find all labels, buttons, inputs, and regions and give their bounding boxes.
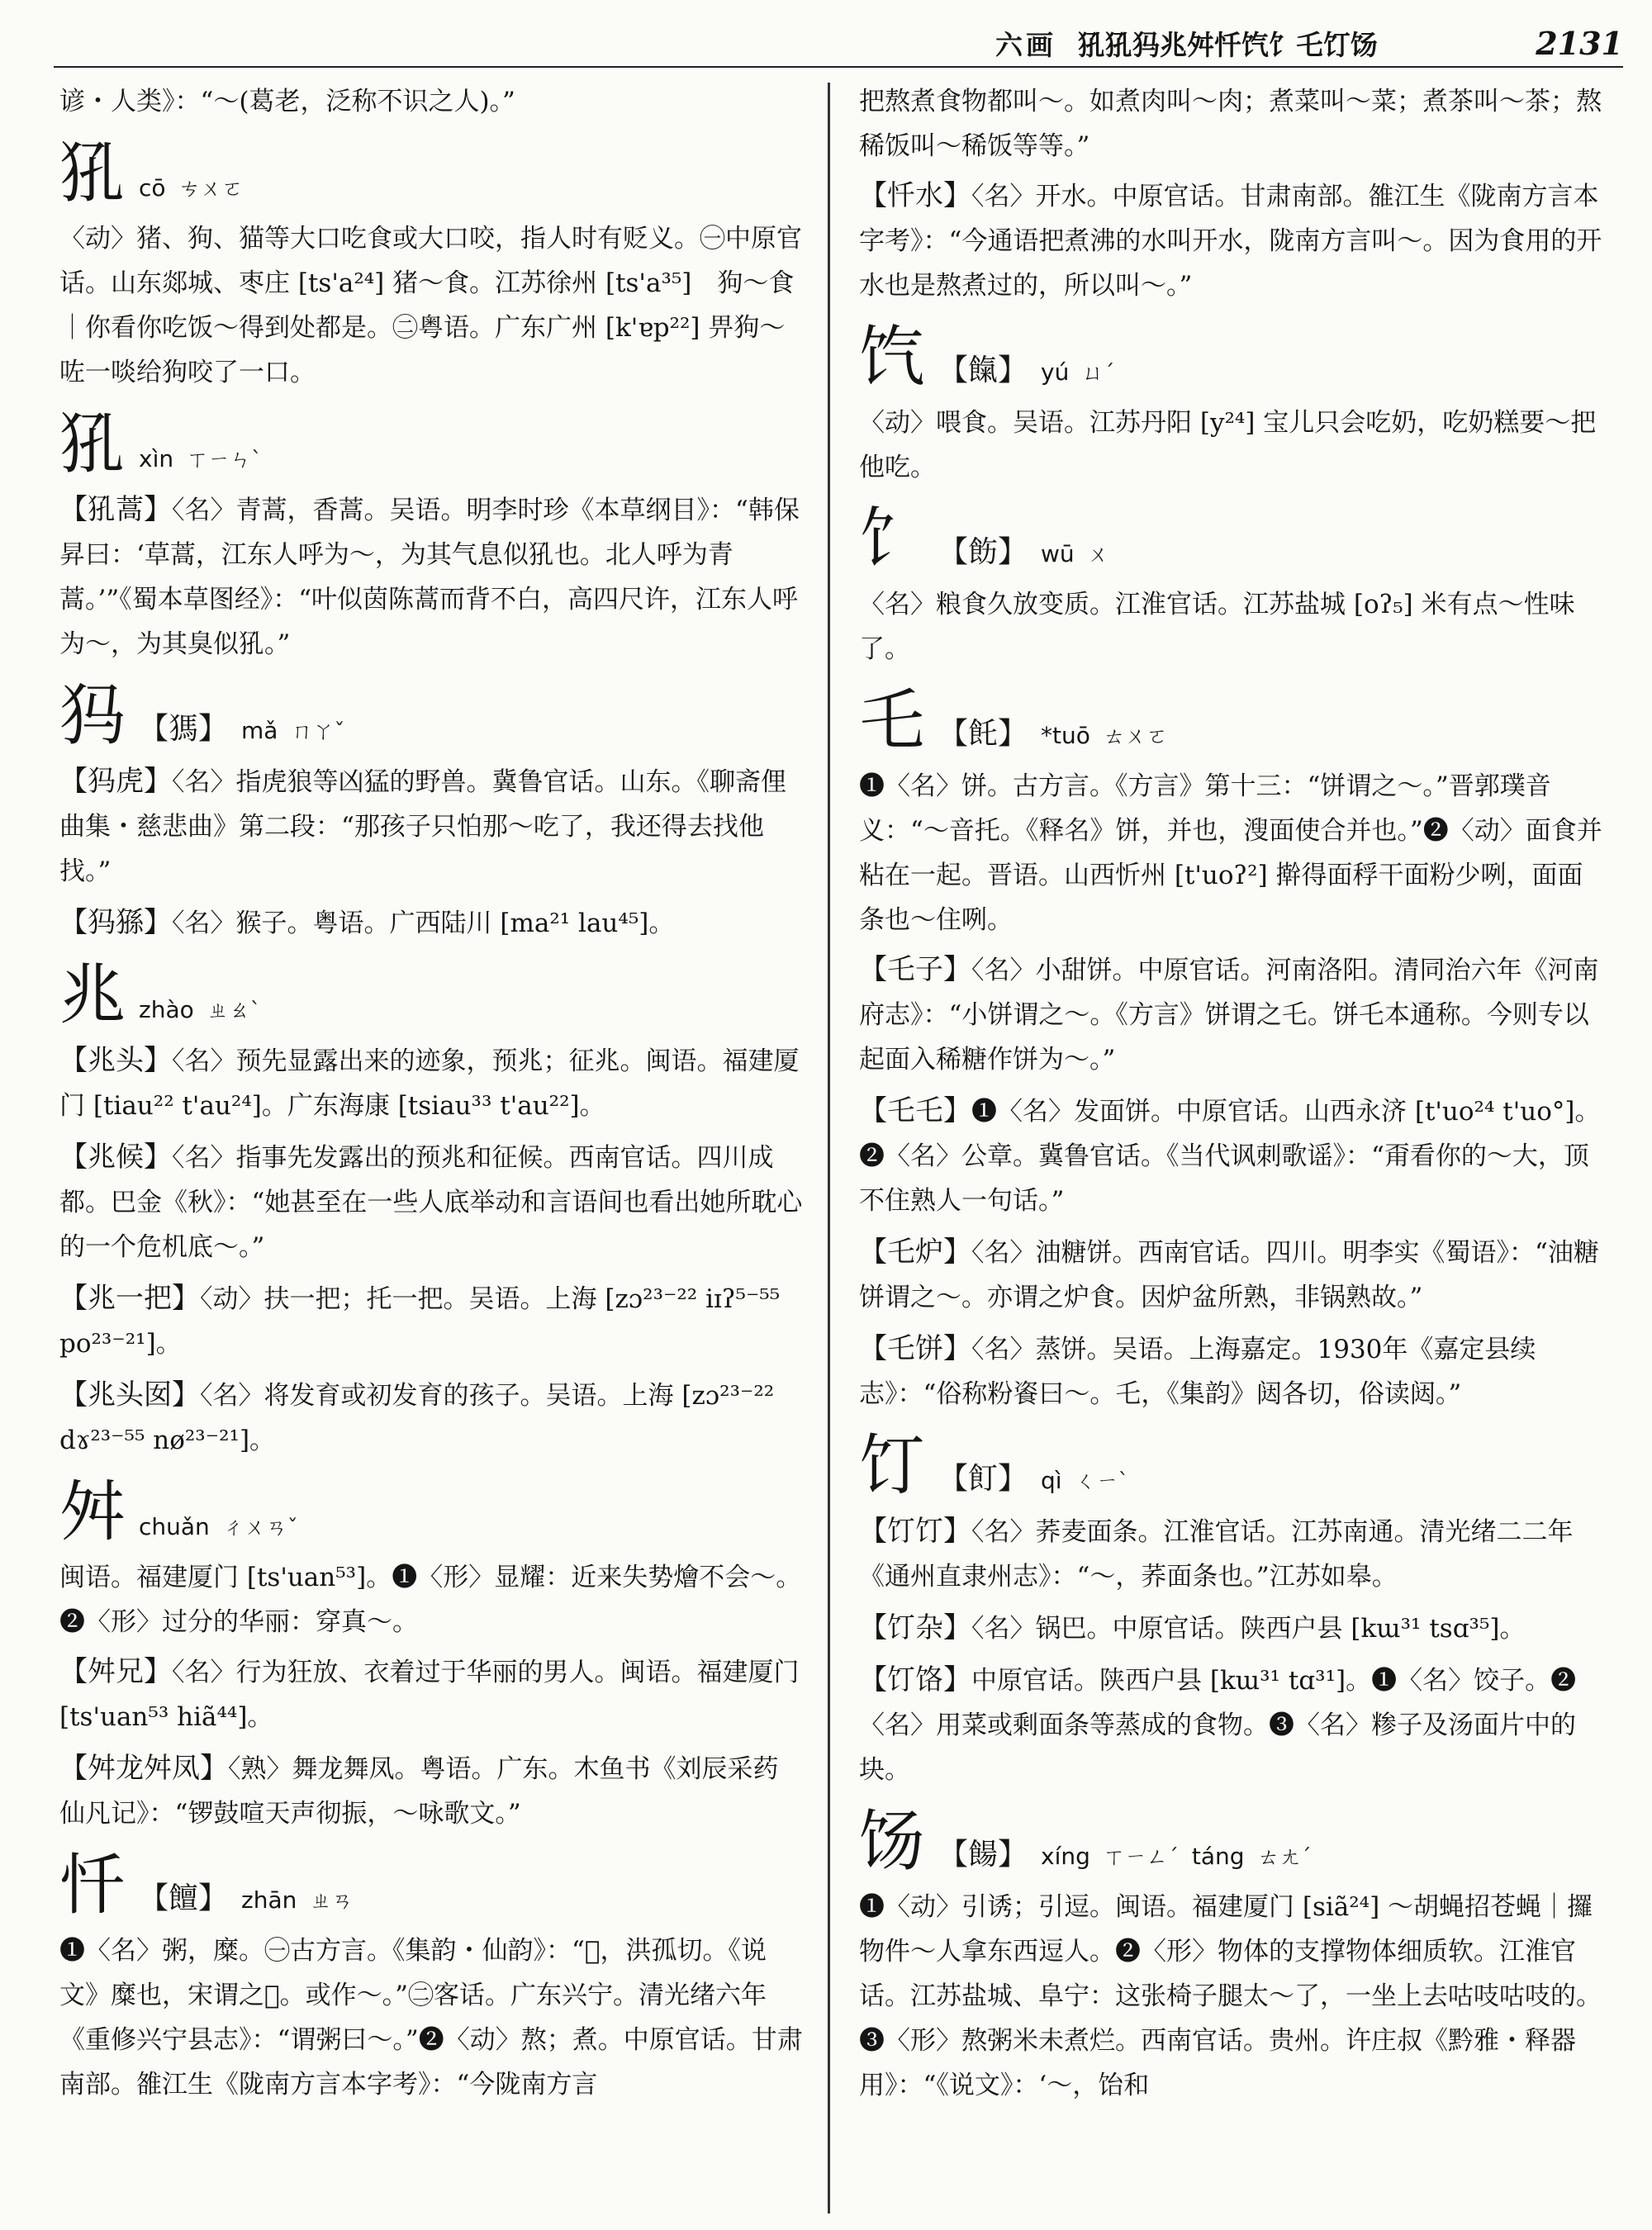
sub-entry (859, 1230, 1602, 1320)
definition: ❶〈动〉引诱；引逗。闽语。福建厦门 [siã²⁴] ～胡蝇招苍蝇｜攞物件～人拿东西逗人。❷〈形〉物体的支撑物体细质软。江淮官话。江苏盐城、阜宁：这张椅子腿太～了，一坐上去咕吱咕吱的。❸〈形〉熬粥米未煮烂。西南官话。贵州。许庄叔《黔雅・释器用》：“《说文》：‘～，饴和 (859, 1892, 1602, 2100)
sub-term: 【兆一把】 (59, 1282, 200, 1315)
sub-entry (859, 1326, 1602, 1416)
left-column (59, 79, 803, 2115)
headword: 饧 (859, 1803, 925, 1880)
sub-entry (859, 1658, 1602, 1792)
zhuyin: ㄒㄧㄥˊ (1103, 1845, 1179, 1870)
entry (859, 1804, 1602, 2108)
running-header (995, 18, 1623, 68)
traditional-form: 【獁】 (139, 712, 229, 746)
zhuyin: ㄒㄧㄣˋ (187, 448, 263, 472)
sub-term: 【犸猻】 (59, 906, 172, 939)
definition: 〈名〉粮食久放变质。江淮官话。江苏盐城 [oʔ₅] 米有点～性味了。 (859, 590, 1575, 664)
entry (59, 678, 803, 946)
zhuyin: ㄊㄨㄛ (1103, 724, 1168, 749)
zhuyin: ㄇㄚˇ (291, 719, 345, 744)
pinyin: zhān (241, 1886, 297, 1914)
definition: ❶〈名〉饼。古方言。《方言》第十三：“饼谓之～。”晋郭璞音义：“～音托。《释名》饼，并也，溲面使合并也。”❷〈动〉面食并粘在一起。晋语。山西忻州 [t'uoʔ²] 擀得面稃干面粉少咧，面面条也～住咧。 (859, 771, 1602, 935)
sub-entry (59, 1135, 803, 1269)
sub-term: 【舛兄】 (59, 1655, 172, 1688)
sub-definition: 〈名〉小甜饼。中原官话。河南洛阳。清同治六年《河南府志》：“小饼谓之～。《方言》饼谓之乇。饼乇本通称。今则专以起面入稀糖作饼为～。” (859, 956, 1599, 1075)
sub-term: 【犼蒿】 (59, 493, 172, 526)
header-section: 六画 (995, 28, 1056, 61)
continuation-text: 谚・人类》：“～(葛老，泛称不识之人)。” (59, 87, 515, 116)
sub-entry (59, 1746, 803, 1836)
entry (859, 501, 1602, 671)
headword: 忏 (59, 1847, 126, 1924)
pinyin: *tuō (1041, 722, 1090, 749)
pinyin: zhào (139, 996, 194, 1023)
sub-definition: 〈动〉扶一把；托一把。吴语。上海 [zɔ²³⁻²² iɪʔ⁵⁻⁵⁵ po²³⁻²¹]。 (59, 1284, 781, 1359)
sub-entry (859, 1089, 1602, 1223)
entry (59, 1474, 803, 1836)
sub-entry (59, 1038, 803, 1128)
sub-term: 【兆头囡】 (59, 1378, 200, 1412)
zhuyin-alt: ㄊㄤˊ (1257, 1845, 1312, 1870)
traditional-form: 【飭】 (938, 535, 1028, 569)
sub-term: 【饤饤】 (859, 1515, 971, 1548)
traditional-form: 【饘】 (139, 1881, 229, 1915)
sub-term: 【饤饹】 (859, 1663, 971, 1696)
page-number: 2131 (1536, 24, 1623, 62)
entry (859, 320, 1602, 490)
pinyin: xíng (1041, 1843, 1090, 1870)
sub-definition: 〈名〉青蒿，香蒿。吴语。明李时珍《本草纲目》：“韩保昇曰：‘草蒿，江东人呼为～，为其气息似犼也。北人呼为青蒿。’”《蜀本草图经》：“叶似茵陈蒿而背不白，高四尺许，江东人呼为～，为其臭似犼。” (59, 496, 800, 659)
sub-term: 【犸虎】 (59, 765, 172, 798)
sub-entry (859, 1606, 1602, 1651)
sub-entry (59, 1276, 803, 1366)
sub-entry (59, 900, 803, 946)
traditional-form: 【飥】 (938, 717, 1028, 751)
sub-definition: 〈名〉蒸饼。吴语。上海嘉定。1930年《嘉定县续志》：“俗称粉餈曰～。乇，《集韵》闼各切，俗读闼。” (859, 1335, 1536, 1409)
pinyin: mǎ (241, 717, 278, 744)
sub-entry (59, 1649, 803, 1739)
headword: 饣 (859, 501, 925, 577)
definition: 闽语。福建厦门 [ts'uan⁵³]。❶〈形〉显耀：近来失势燴不会～。❷〈形〉过分的华丽：穿真～。 (59, 1563, 802, 1637)
pinyin: wū (1041, 540, 1075, 567)
sub-definition: 〈名〉将发育或初发育的孩子。吴语。上海 [zɔ²³⁻²² dɤ²³⁻⁵⁵ nø²³⁻²¹]。 (59, 1381, 775, 1455)
definition: 〈动〉喂食。吴语。江苏丹阳 [y²⁴] 宝儿只会吃奶，吃奶糕要～把他吃。 (859, 408, 1597, 482)
headword: 舛 (59, 1473, 126, 1550)
sub-term: 【饤杂】 (859, 1611, 971, 1644)
pinyin: xìn (139, 445, 174, 472)
sub-term: 【兆头】 (59, 1044, 172, 1077)
continuation-text: 把熬煮食物都叫～。如煮肉叫～肉；煮菜叫～菜；煮茶叫～茶；熬稀饭叫～稀饭等等。” (859, 87, 1602, 161)
headword: 乇 (859, 682, 925, 759)
sub-definition: 〈名〉行为狂放、衣着过于华丽的男人。闽语。福建厦门 [ts'uan⁵³ hiã⁴⁴]。 (59, 1658, 800, 1732)
sub-term: 【乇饼】 (859, 1332, 971, 1365)
pinyin: chuǎn (139, 1513, 210, 1540)
sub-definition: 〈名〉锅巴。中原官话。陕西户县 [kɯ³¹ tsɑ³⁵]。 (971, 1614, 1526, 1644)
zhuyin: ㄓㄠˋ (206, 999, 261, 1023)
entry (59, 406, 803, 667)
sub-entry (859, 173, 1602, 308)
traditional-form: 【餼】 (938, 353, 1028, 387)
pinyin-alt: táng (1191, 1843, 1245, 1870)
sub-definition: 〈名〉荞麦面条。江淮官话。江苏南通。清光绪二二年《通州直隶州志》：“～，荞面条也。”江苏如皋。 (859, 1517, 1574, 1592)
entry (59, 135, 803, 395)
definition: 〈动〉猪、狗、猫等大口吃食或大口咬，指人时有贬义。㊀中原官话。山东郯城、枣庄 [ts'a²⁴] 猪～食。江苏徐州 [ts'a³⁵] 狗～食｜你看你吃饭～得到处都是。㊁粤语。广东广州 [k'ɐp²²] 畀狗～咗一啖给狗咬了一口。 (59, 224, 802, 387)
sub-entry (59, 1373, 803, 1463)
sub-definition: 中原官话。陕西户县 [kɯ³¹ tɑ³¹]。❶〈名〉饺子。❷〈名〉用菜或剩面条等蒸成的食物。❸〈名〉糁子及汤面片中的块。 (859, 1666, 1577, 1785)
sub-entry (59, 487, 803, 667)
sub-entry (859, 947, 1602, 1082)
sub-definition: 〈名〉油糖饼。西南官话。四川。明李实《蜀语》：“油糖饼谓之～。亦谓之炉食。因炉盆所熟，非锅熟故。” (859, 1238, 1599, 1312)
zhuyin: ㄨ (1087, 543, 1109, 567)
sub-definition: 〈名〉指事先发露出的预兆和征候。西南官话。四川成都。巴金《秋》：“她甚至在一些人底举动和言语间也看出她所耽心的一个危机底～。” (59, 1143, 803, 1262)
definition: ❶〈名〉粥，糜。㊀古方言。《集韵・仙韵》：“𩟏，洪孤切。《说文》糜也，宋谓之𩟏。或作～。”㊁客话。广东兴宁。清光绪六年《重修兴宁县志》：“谓粥曰～。”❷〈动〉熬；煮。中原官话。甘肃南部。雒江生《陇南方言本字考》：“今陇南方言 (59, 1936, 803, 2100)
entry (59, 1848, 803, 2107)
zhuyin: ㄘㄨㄛ (178, 177, 244, 202)
sub-term: 【兆候】 (59, 1141, 172, 1174)
traditional-form: 【飣】 (938, 1462, 1028, 1496)
sub-definition: 〈名〉开水。中原官话。甘肃南部。雒江生《陇南方言本字考》：“今通语把煮沸的水叫开水，陇南方言叫～。因为食用的开水也是熬煮过的，所以叫～。” (859, 182, 1602, 301)
headword: 犼 (59, 135, 126, 211)
entry (859, 683, 1602, 1416)
sub-entry (859, 1509, 1602, 1599)
pinyin: qì (1041, 1467, 1062, 1494)
header-rule (54, 66, 1623, 68)
zhuyin: ㄔㄨㄢˇ (222, 1516, 298, 1540)
pinyin: yú (1041, 358, 1070, 386)
entry (59, 957, 803, 1463)
column-divider (828, 83, 830, 2213)
headword: 兆 (59, 956, 126, 1033)
sub-term: 【忏水】 (859, 179, 971, 212)
headword: 犸 (59, 677, 126, 754)
sub-definition: 〈名〉预先显露出来的迹象，预兆；征兆。闽语。福建厦门 [tiau²² t'au²⁴]。广东海康 [tsiau³³ t'au²²]。 (59, 1046, 800, 1121)
right-column (859, 79, 1602, 2116)
sub-definition: 〈熟〉舞龙舞凤。粤语。广东。木鱼书《刘辰采药仙凡记》：“锣鼓喧天声彻振，～咏歌文。” (59, 1754, 779, 1829)
zhuyin: ㄩˊ (1082, 361, 1115, 386)
headword: 饤 (859, 1427, 925, 1504)
header-headwords: 犼犼犸兆舛忏饩饣乇饤饧 (1078, 28, 1378, 61)
headword: 犼 (59, 406, 126, 482)
sub-definition: ❶〈名〉发面饼。中原官话。山西永济 [t'uo²⁴ t'uo°]。❷〈名〉公章。冀鲁官话。《当代讽刺歌谣》：“甭看你的～大，顶不住熟人一句话。” (859, 1097, 1601, 1216)
pinyin: cō (139, 174, 166, 202)
zhuyin: ㄓㄢ (310, 1889, 354, 1914)
sub-entry (59, 759, 803, 894)
entry (859, 1428, 1602, 1792)
sub-definition: 〈名〉猴子。粤语。广西陆川 [ma²¹ lau⁴⁵]。 (172, 909, 675, 938)
sub-term: 【乇子】 (859, 953, 971, 986)
sub-term: 【舛龙舛凤】 (59, 1752, 228, 1785)
sub-term: 【乇乇】 (859, 1094, 971, 1127)
headword: 饩 (859, 319, 925, 396)
sub-term: 【乇炉】 (859, 1236, 971, 1269)
zhuyin: ㄑㄧˋ (1075, 1469, 1129, 1494)
traditional-form: 【餳】 (938, 1838, 1028, 1872)
sub-definition: 〈名〉指虎狼等凶猛的野兽。冀鲁官话。山东。《聊斋俚曲集・慈悲曲》第二段：“那孩子只怕那～吃了，我还得去找他找。” (59, 767, 786, 886)
